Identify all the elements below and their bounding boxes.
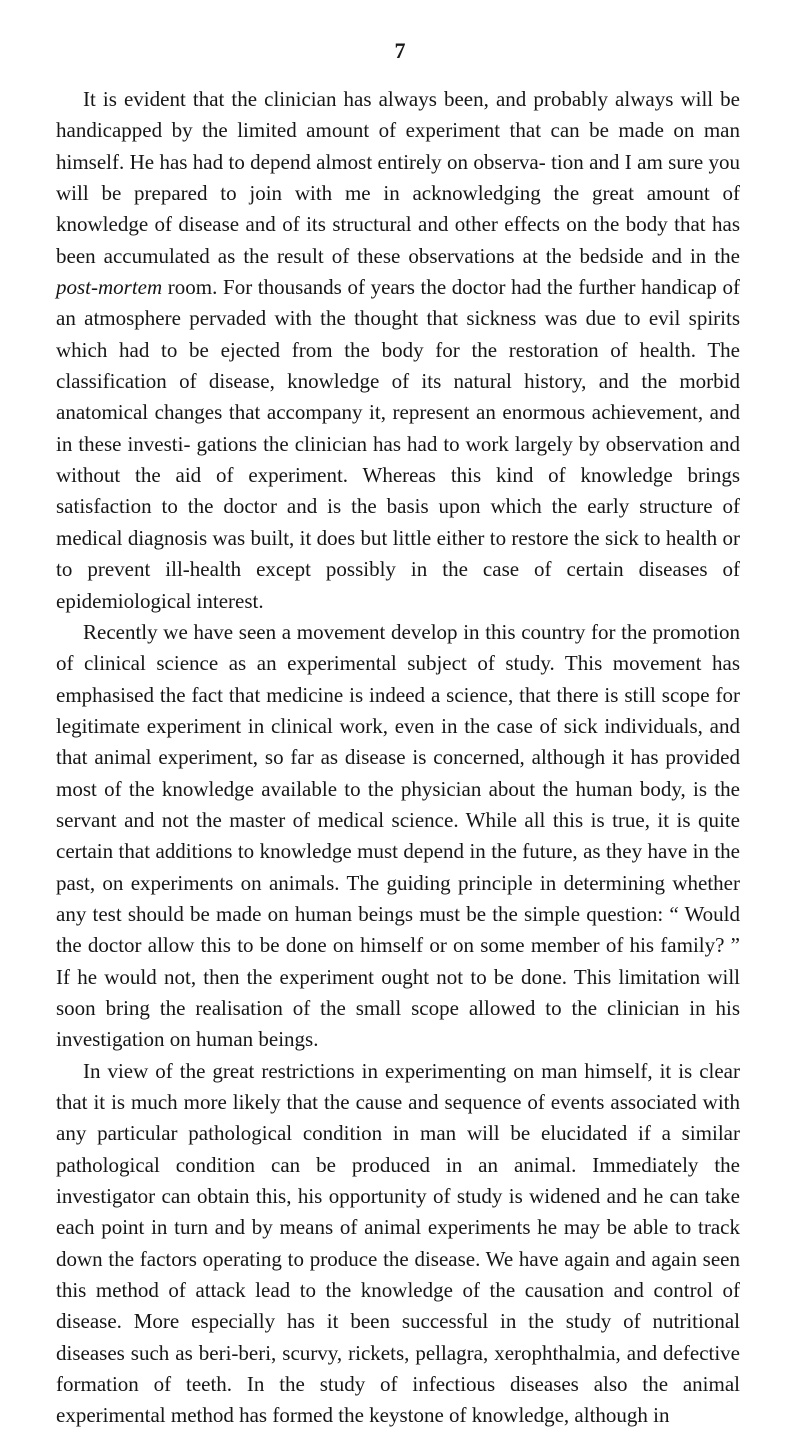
paragraph-1-text-end: room. For thousands of years the doctor had the further handicap of an atmosphere pervaded with the thought that sickness was due to evil spirits which had to be ejected from the body for the restoration of health. The classification of disease, knowledge of its natural history, and the morbid anatomical changes that accompany it, represent an enormous achievement, and in these investi- gations the clinician has had to work largely by observation and without the aid of experiment. Whereas this kind of knowledge brings satisfaction to the doctor and is the basis upon which the early structure of medical diagnosis was built, it does but little either to restore the sick to health or to prevent ill-health except possibly in the case of certain diseases of epidemiological interest.: [56, 275, 740, 613]
paragraph-1: [56, 84, 740, 617]
italic-term-post-mortem: post-mortem: [56, 275, 163, 300]
body-text: [56, 84, 740, 1432]
paragraph-2: Recently we have seen a movement develop in this country for the promotion of clinical science as an experimental subject of study. This movement has emphasised the fact that medicine is indeed a science, that there is still scope for legitimate experiment in clinical work, even in the case of sick individuals, and that animal experiment, so far as disease is concerned, although it has provided most of the knowledge available to the physician about the human body, is the servant and not the master of medical science. While all this is true, it is quite certain that additions to knowledge must depend in the future, as they have in the past, on experiments on animals. The guiding principle in determining whether any test should be made on human beings must be the simple question: “ Would the doctor allow this to be done on himself or on some member of his family? ” If he would not, then the experiment ought not to be done. This limitation will soon bring the realisation of the small scope allowed to the clinician in his investigation on human beings.: [56, 619, 740, 1052]
page-number: 7: [394, 38, 406, 63]
paragraph-1-text-start: It is evident that the clinician has always been, and probably always will be handicapped by the limited amount of experiment that can be made on man himself. He has had to depend almost entirely on observa- tion and I am sure you will be prepared to join with me in acknowledging the great amount of knowledge of disease and of its structural and other effects on the body that has been accumulated as the result of these observations at the bedside and in the: [56, 87, 740, 268]
paragraph-3: In view of the great restrictions in experimenting on man himself, it is clear that it is much more likely that the cause and sequence of events associated with any particular pathological condition in man will be elucidated if a similar pathological condition can be produced in an animal. Immediately the investigator can obtain this, his opportunity of study is widened and he can take each point in turn and by means of animal experiments he may be able to track down the factors operating to produce the disease. We have again and again seen this method of attack lead to the knowledge of the causation and control of disease. More especially has it been successful in the study of nutritional diseases such as beri-beri, scurvy, rickets, pellagra, xerophthalmia, and defective formation of teeth. In the study of infectious diseases also the animal experimental method has formed the keystone of knowledge, although in: [56, 1058, 740, 1428]
